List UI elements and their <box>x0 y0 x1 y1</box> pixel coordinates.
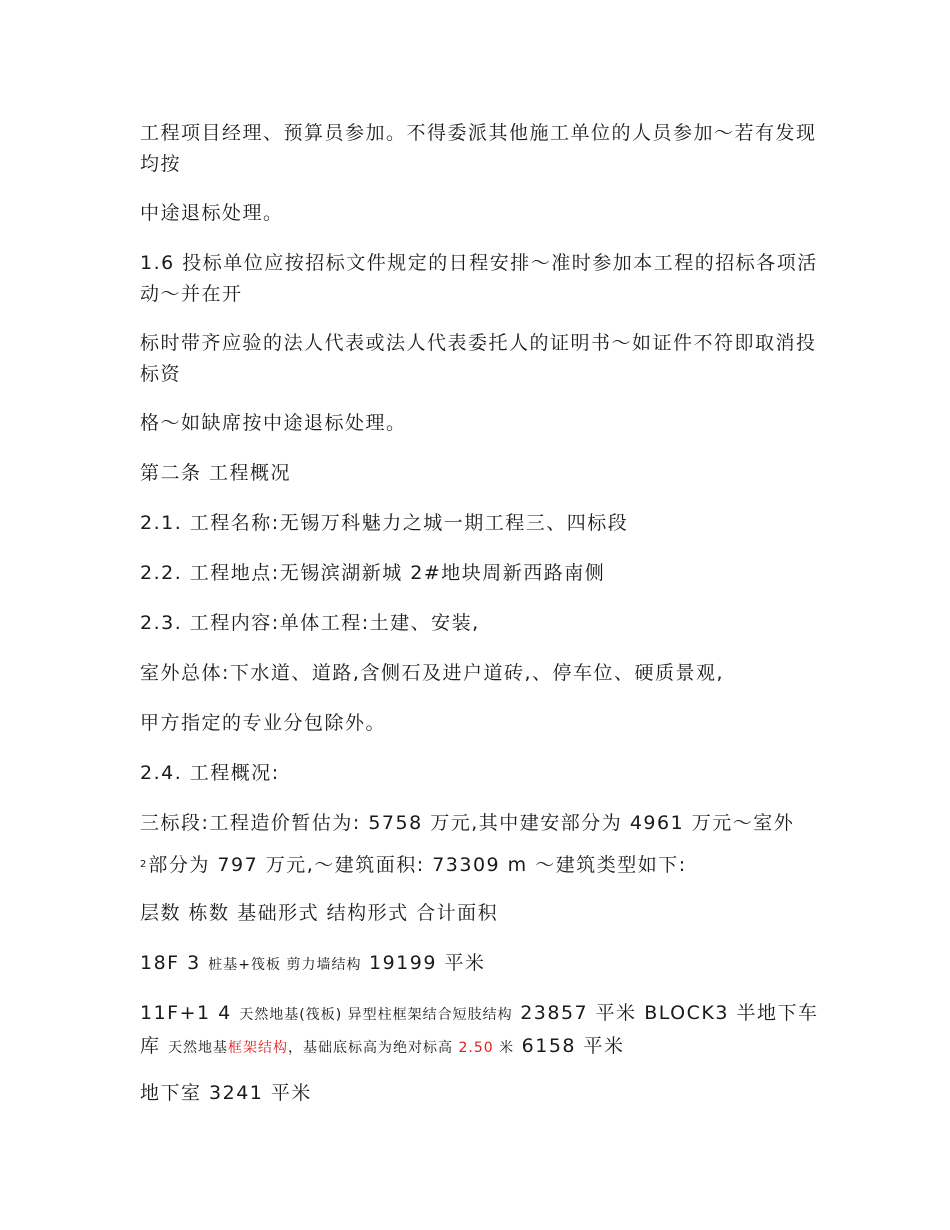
paragraph-withdrawal: 中途退标处理。 <box>140 202 284 224</box>
paragraph-absence: 格～如缺席按中途退标处理。 <box>140 412 407 434</box>
paragraph-bidder-attendance: 工程项目经理、预算员参加。不得委派其他施工单位的人员参加～若有发现均按 <box>140 122 817 175</box>
row-11f-area-block3: 23857 平米 BLOCK3 半地下车库 <box>140 1002 819 1057</box>
row-18f-area: 19199 平米 <box>361 952 486 974</box>
paragraph-exterior-cost-area <box>140 850 820 884</box>
item-2-2-project-location: 2.2. 工程地点:无锡滨湖新城 2#地块周新西路南侧 <box>140 562 606 584</box>
paragraph-section3-cost: 三标段:工程造价暂估为: 5758 万元,其中建安部分为 4961 万元～室外 <box>140 812 795 834</box>
basement-row: 地下室 3241 平米 <box>140 1082 312 1104</box>
item-2-3-project-content: 2.3. 工程内容:单体工程:土建、安装, <box>140 612 480 634</box>
superscript-2: 2 <box>140 859 147 870</box>
block3-area: 6158 平米 <box>514 1035 625 1057</box>
row-18f-structure: 桩基+筏板 剪力墙结构 <box>208 957 362 973</box>
paragraph-certificate: 标时带齐应验的法人代表或法人代表委托人的证明书～如证件不符即取消投标资 <box>140 332 817 385</box>
item-2-4-project-summary: 2.4. 工程概况: <box>140 762 280 784</box>
row-11f-structure: 天然地基(筏板) 异型柱框架结合短肢结构 <box>239 1007 513 1023</box>
block3-frame-structure: 框架结构 <box>228 1040 289 1056</box>
building-row-11f <box>140 998 820 1064</box>
block3-foundation: 天然地基 <box>168 1040 229 1056</box>
paragraph-subcontract-exclusion: 甲方指定的专业分包除外。 <box>140 712 387 734</box>
building-row-18f <box>140 948 820 981</box>
paragraph-exterior-works: 室外总体:下水道、道路,含侧石及进户道砖,、停车位、硬质景观, <box>140 662 725 684</box>
exterior-cost-text: 部分为 797 万元,～建筑面积: 73309 m ～建筑类型如下: <box>148 854 687 876</box>
item-2-1-project-name: 2.1. 工程名称:无锡万科魅力之城一期工程三、四标段 <box>140 512 629 534</box>
block3-elevation-note: ，基础底标高为绝对标高 <box>288 1040 459 1056</box>
row-18f-floors: 18F 3 <box>140 952 209 974</box>
block3-elevation-unit: 米 <box>493 1040 515 1056</box>
table-header-line: 层数 栋数 基础形式 结构形式 合计面积 <box>140 902 499 924</box>
section-heading-project-overview: 第二条 工程概况 <box>140 462 292 484</box>
paragraph-1-6-schedule: 1.6 投标单位应按招标文件规定的日程安排～准时参加本工程的招标各项活动～并在开 <box>140 252 818 305</box>
row-11f-floors: 11F+1 4 <box>140 1002 240 1024</box>
block3-elevation-value: 2.50 <box>458 1040 494 1056</box>
